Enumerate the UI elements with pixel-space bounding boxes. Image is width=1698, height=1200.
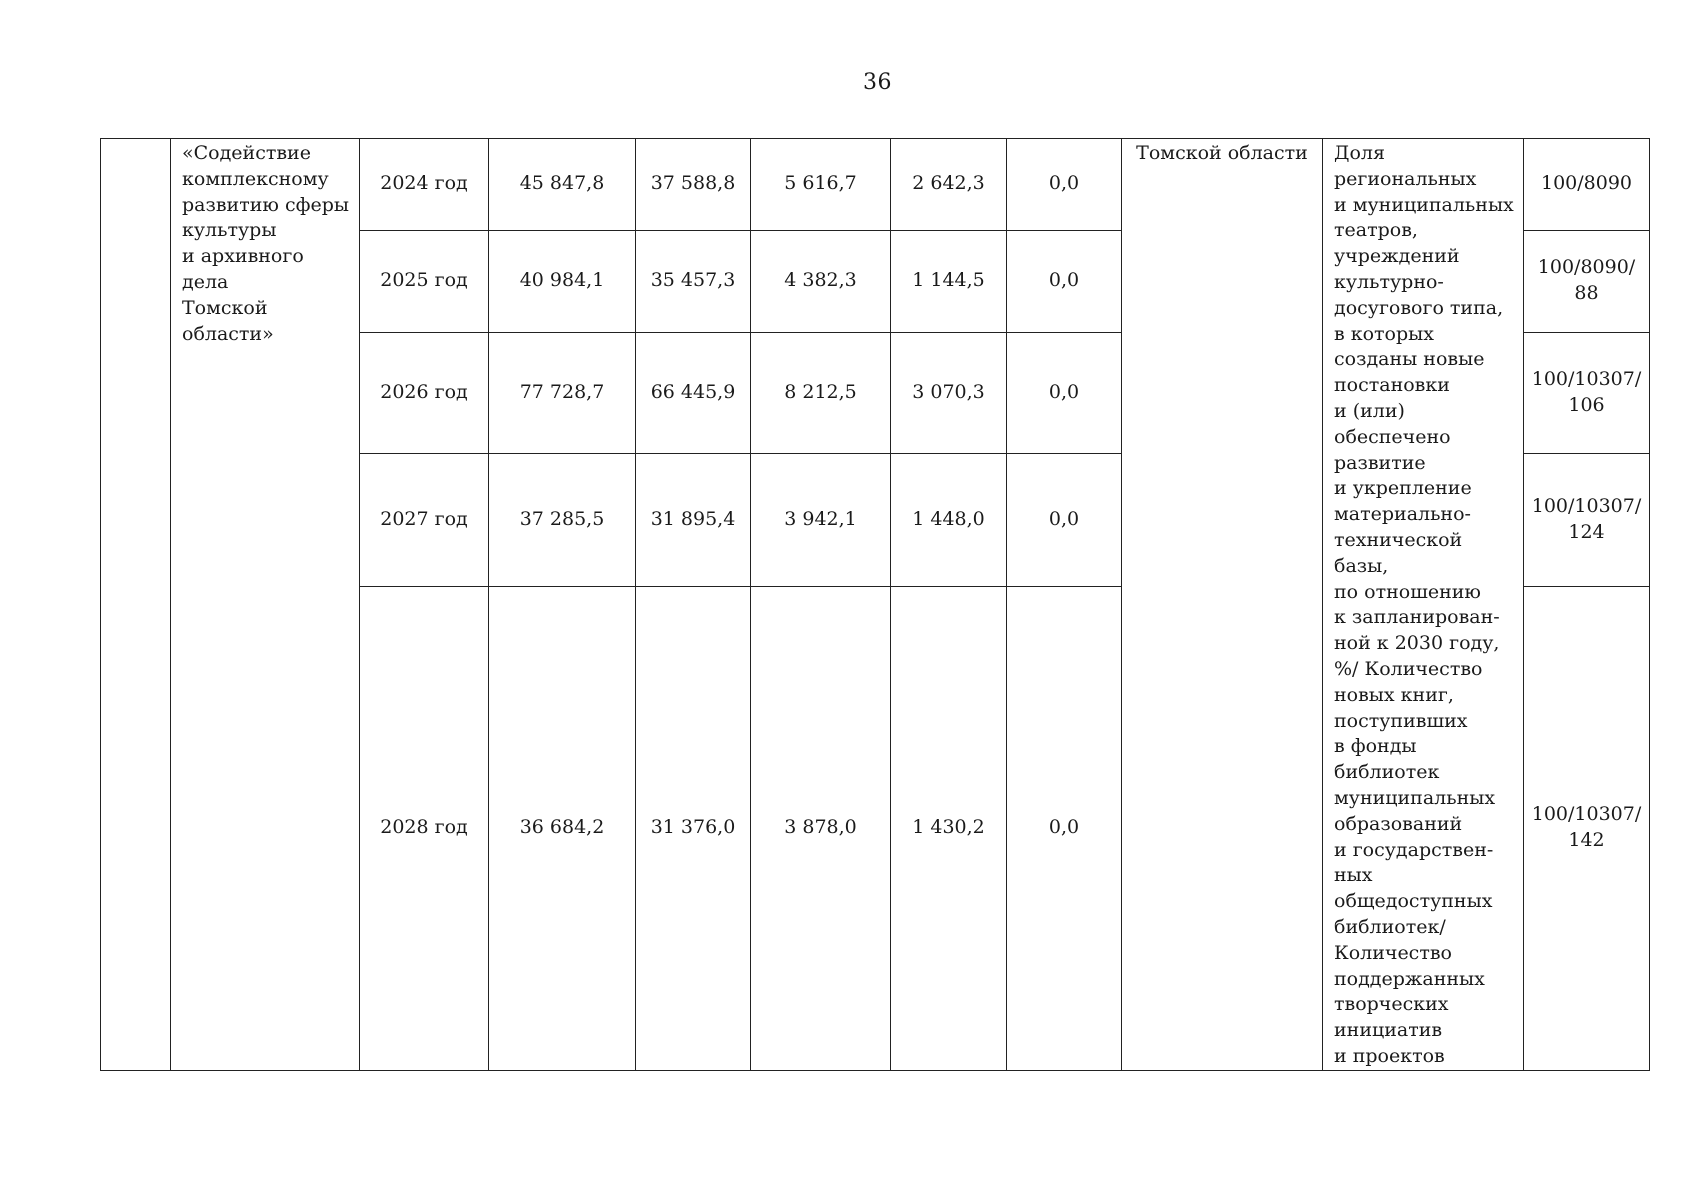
regional-cell: 3 942,1 xyxy=(751,453,891,586)
total-cell: 40 984,1 xyxy=(489,230,636,332)
total-cell: 45 847,8 xyxy=(489,139,636,231)
regional-cell: 5 616,7 xyxy=(751,139,891,231)
local-cell: 1 430,2 xyxy=(891,586,1007,1070)
budget-table xyxy=(100,138,1650,1071)
target-value-cell: 100/8090/ 88 xyxy=(1524,230,1650,332)
federal-cell: 37 588,8 xyxy=(636,139,751,231)
total-cell: 37 285,5 xyxy=(489,453,636,586)
page-number: 36 xyxy=(863,70,892,95)
year-cell: 2026 год xyxy=(360,332,489,453)
other-cell: 0,0 xyxy=(1007,230,1122,332)
year-cell: 2024 год xyxy=(360,139,489,231)
target-value-cell: 100/10307/ 142 xyxy=(1524,586,1650,1070)
total-cell: 36 684,2 xyxy=(489,586,636,1070)
table-row xyxy=(101,139,1650,231)
regional-cell: 4 382,3 xyxy=(751,230,891,332)
local-cell: 2 642,3 xyxy=(891,139,1007,231)
regional-cell: 8 212,5 xyxy=(751,332,891,453)
indicator-text: Доля региональных и муниципальных театров, учреждений культурно- досугового типа, в которых созданы новые постановки и (или) обеспечено развитие и укрепление материально- технической базы, по отношению к запланирован- ной к 2030 году, %/ Количество новых книг, поступивших в фонды библиотек муниципальных образований и государствен- ных общедоступных библиотек/ Количество поддержанных творческих инициатив и проектов xyxy=(1334,142,1514,1067)
regional-cell: 3 878,0 xyxy=(751,586,891,1070)
target-value-cell: 100/10307/ 106 xyxy=(1524,332,1650,453)
target-value-cell: 100/10307/ 124 xyxy=(1524,453,1650,586)
region-cell: Томской области xyxy=(1122,139,1323,1071)
indicator-cell xyxy=(1323,139,1524,1071)
federal-cell: 66 445,9 xyxy=(636,332,751,453)
federal-cell: 35 457,3 xyxy=(636,230,751,332)
number-cell xyxy=(101,139,171,1071)
federal-cell: 31 376,0 xyxy=(636,586,751,1070)
local-cell: 1 144,5 xyxy=(891,230,1007,332)
year-cell: 2025 год xyxy=(360,230,489,332)
other-cell: 0,0 xyxy=(1007,139,1122,231)
target-value-cell: 100/8090 xyxy=(1524,139,1650,231)
local-cell: 3 070,3 xyxy=(891,332,1007,453)
other-cell: 0,0 xyxy=(1007,586,1122,1070)
local-cell: 1 448,0 xyxy=(891,453,1007,586)
other-cell: 0,0 xyxy=(1007,453,1122,586)
program-name: «Содействие комплексному развитию сферы культуры и архивного дела Томской области» xyxy=(182,142,350,345)
federal-cell: 31 895,4 xyxy=(636,453,751,586)
year-cell: 2027 год xyxy=(360,453,489,586)
program-name-cell xyxy=(171,139,360,1071)
year-cell: 2028 год xyxy=(360,586,489,1070)
other-cell: 0,0 xyxy=(1007,332,1122,453)
total-cell: 77 728,7 xyxy=(489,332,636,453)
